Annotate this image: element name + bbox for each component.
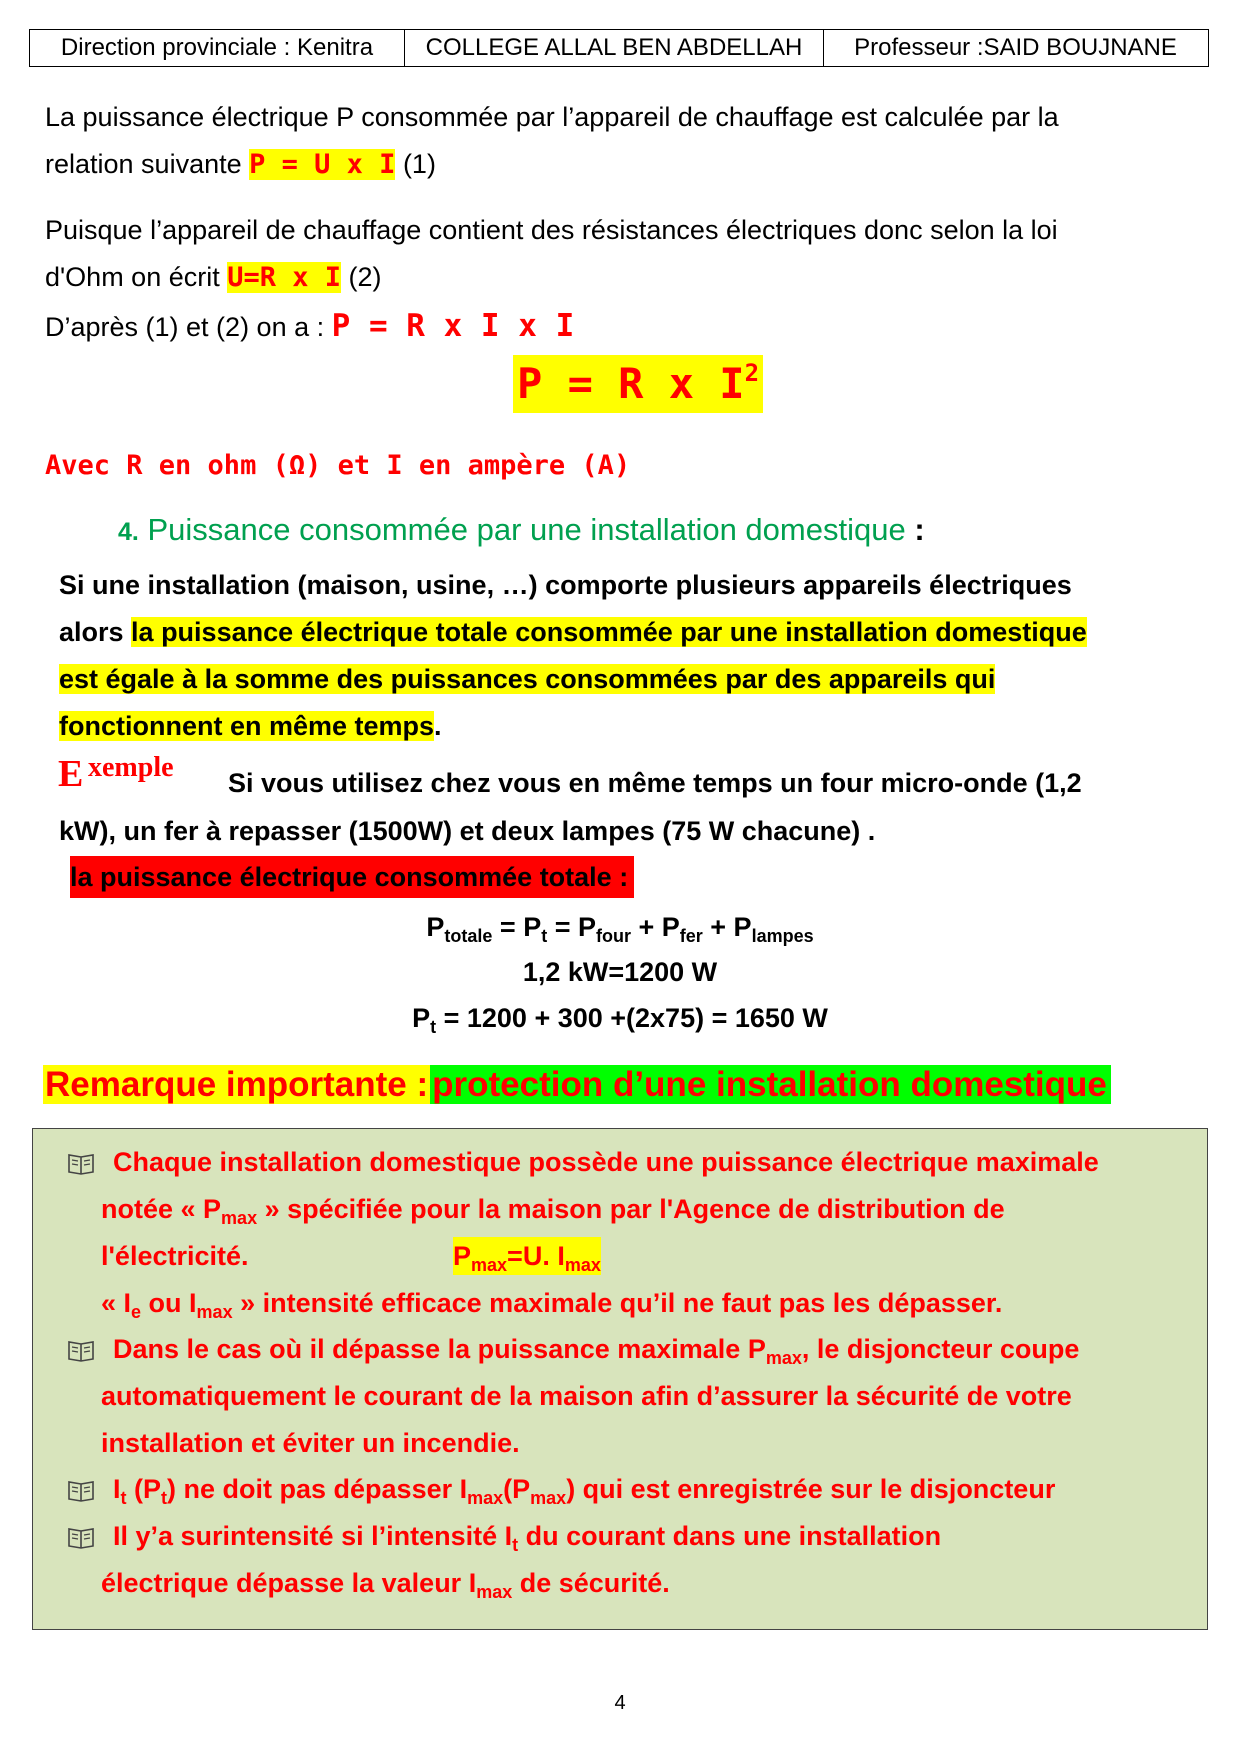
box-bullet-2-line-3: installation et éviter un incendie. [101, 1428, 520, 1458]
definition-line-3 [59, 656, 995, 703]
b2l1b: , le disjoncteur coupe [801, 1334, 1080, 1364]
b2l1a: Dans le cas où il dépasse la puissance maximale P [113, 1334, 766, 1364]
pmax-a: P [453, 1241, 472, 1271]
box-bullet-1-line-3: l'électricité. [101, 1241, 249, 1271]
b1l2b: » spécifiée pour la maison par l'Agence de distribution de [257, 1194, 1005, 1224]
eq3-sub-t: t [430, 1017, 437, 1037]
book-icon [66, 1479, 96, 1503]
eq-sub-totale: totale [444, 926, 493, 946]
box-bullet-1-line-4 [101, 1280, 1002, 1327]
b4l1b: du courant dans une installation [518, 1521, 942, 1551]
b4l1sub: t [512, 1535, 519, 1555]
formula-ref-1: (1) [395, 149, 436, 179]
intro-line-2 [45, 141, 436, 188]
section-title-text: Puissance consommée par une installation domestique [147, 512, 906, 547]
section-colon: : [905, 512, 925, 547]
result-label: la puissance électrique consommée totale : [70, 856, 634, 898]
header-college: COLLEGE ALLAL BEN ABDELLAH [404, 30, 823, 66]
b3sub1: t [120, 1488, 127, 1508]
b1l4b: ou I [141, 1288, 197, 1318]
formula-big-exponent: 2 [744, 359, 760, 387]
eq3-p: P [412, 1003, 431, 1033]
intro-line-5-text: D’après (1) et (2) on a : [45, 312, 332, 342]
eq3-rest: = 1200 + 300 +(2x75) = 1650 W [436, 1003, 828, 1033]
b3e: ) qui est enregistrée sur le disjoncteur [566, 1474, 1056, 1504]
eq-sub-fer: fer [679, 926, 703, 946]
remark-label: Remarque importante : [45, 1065, 429, 1104]
equation-total [0, 905, 1240, 949]
formula-p-ri2 [513, 355, 763, 413]
header-professeur: Professeur :SAID BOUJNANE [823, 30, 1207, 66]
formula-ohm: U=R x I [227, 262, 342, 293]
box-bullet-1-line-1: Chaque installation domestique possède une puissance électrique maximale [113, 1147, 1099, 1177]
b4l2a: électrique dépasse la valeur I [101, 1568, 477, 1598]
eq-part-2: = P [547, 912, 596, 942]
b3a: I [113, 1474, 121, 1504]
box-bullet-3 [113, 1466, 1055, 1513]
b1l4sub2: max [196, 1302, 233, 1322]
box-bullet-4-line-1 [113, 1513, 941, 1560]
b1l4a: « I [101, 1288, 132, 1318]
b1l4c: » intensité efficace maximale qu’il ne faut pas les dépasser. [232, 1288, 1003, 1318]
eq-part-1: = P [492, 912, 542, 942]
intro-line-4 [45, 254, 382, 301]
b4l2sub: max [476, 1582, 513, 1602]
box-bullet-2-line-2: automatiquement le courant de la maison afin d’assurer la sécurité de votre [101, 1381, 1072, 1411]
definition-line-1: Si une installation (maison, usine, …) comporte plusieurs appareils électriques [59, 570, 1072, 600]
protection-box [32, 1128, 1208, 1630]
header-direction: Direction provinciale : Kenitra [60, 34, 374, 61]
example-label-letter: E [58, 753, 84, 795]
eq-sub-four: four [595, 926, 631, 946]
b3c: ) ne doit pas dépasser I [167, 1474, 468, 1504]
page-number: 4 [614, 1692, 626, 1714]
section-number: 4. [118, 518, 139, 546]
book-icon [66, 1152, 96, 1176]
definition-highlight-2: est égale à la somme des puissances consommées par des appareils qui [59, 664, 996, 694]
b1l2sub: max [221, 1208, 258, 1228]
definition-period: . [434, 711, 442, 741]
book-icon [66, 1339, 96, 1363]
box-bullet-2-line-1 [113, 1326, 1079, 1373]
b3sub2: t [161, 1488, 168, 1508]
remark-heading [43, 1056, 1111, 1114]
intro-line-3: Puisque l’appareil de chauffage contient des résistances électriques donc selon la loi [45, 215, 1058, 245]
box-bullet-1-line-2 [101, 1186, 1005, 1233]
pmax-sub1: max [471, 1255, 508, 1275]
example-line-2: kW), un fer à repasser (1500W) et deux lampes (75 W chacune) . [59, 816, 876, 846]
formula-big-main: P = R x I [517, 359, 745, 408]
b2l1sub: max [765, 1348, 802, 1368]
intro-line-1: La puissance électrique P consommée par l’appareil de chauffage est calculée par la [45, 102, 1059, 132]
book-icon [66, 1526, 96, 1550]
b4l2b: de sécurité. [512, 1568, 670, 1598]
pmax-b: =U. I [507, 1241, 565, 1271]
formula-pmax [453, 1237, 601, 1275]
pmax-sub2: max [564, 1255, 601, 1275]
intro-line-5 [45, 303, 574, 351]
units-note: Avec R en ohm (Ω) et I en ampère (A) [45, 450, 631, 481]
formula-p-ui: P = U x I [249, 149, 396, 180]
example-line-1: Si vous utilisez chez vous en même temps un four micro-onde (1,2 [228, 768, 1082, 798]
intro-line-2-text: relation suivante [45, 149, 250, 179]
definition-highlight-1: la puissance électrique totale consommée par une installation domestique [131, 617, 1087, 647]
b1l4sub1: e [131, 1302, 142, 1322]
definition-highlight-3: fonctionnent en même temps [59, 711, 435, 741]
definition-line-2-plain: alors [59, 617, 132, 647]
definition-line-2 [59, 609, 1087, 656]
b3b: (P [126, 1474, 162, 1504]
eq-sub-lampes: lampes [751, 926, 814, 946]
eq-part-4: + P [702, 912, 752, 942]
formula-p-rii: P = R x I x I [331, 308, 575, 344]
section-title [118, 512, 925, 548]
equation-conversion: 1,2 kW=1200 W [522, 957, 718, 987]
b3sub4: max [530, 1488, 567, 1508]
remark-title: protection d’une installation domestique [430, 1065, 1111, 1104]
example-label-rest: xemple [88, 752, 174, 783]
b3sub3: max [467, 1488, 504, 1508]
b1l2a: notée « P [101, 1194, 222, 1224]
equation-result [0, 996, 1240, 1040]
b4l1a: Il y’a surintensité si l’intensité I [113, 1521, 513, 1551]
intro-line-4-text: d'Ohm on écrit [45, 262, 228, 292]
eq-part-3: + P [630, 912, 680, 942]
b3d: (P [503, 1474, 531, 1504]
box-bullet-4-line-2 [101, 1560, 670, 1607]
eq-p: P [426, 912, 445, 942]
header-table [29, 29, 1209, 67]
definition-line-4 [59, 703, 442, 750]
formula-ref-2: (2) [341, 262, 382, 292]
eq-sub-t: t [541, 926, 548, 946]
